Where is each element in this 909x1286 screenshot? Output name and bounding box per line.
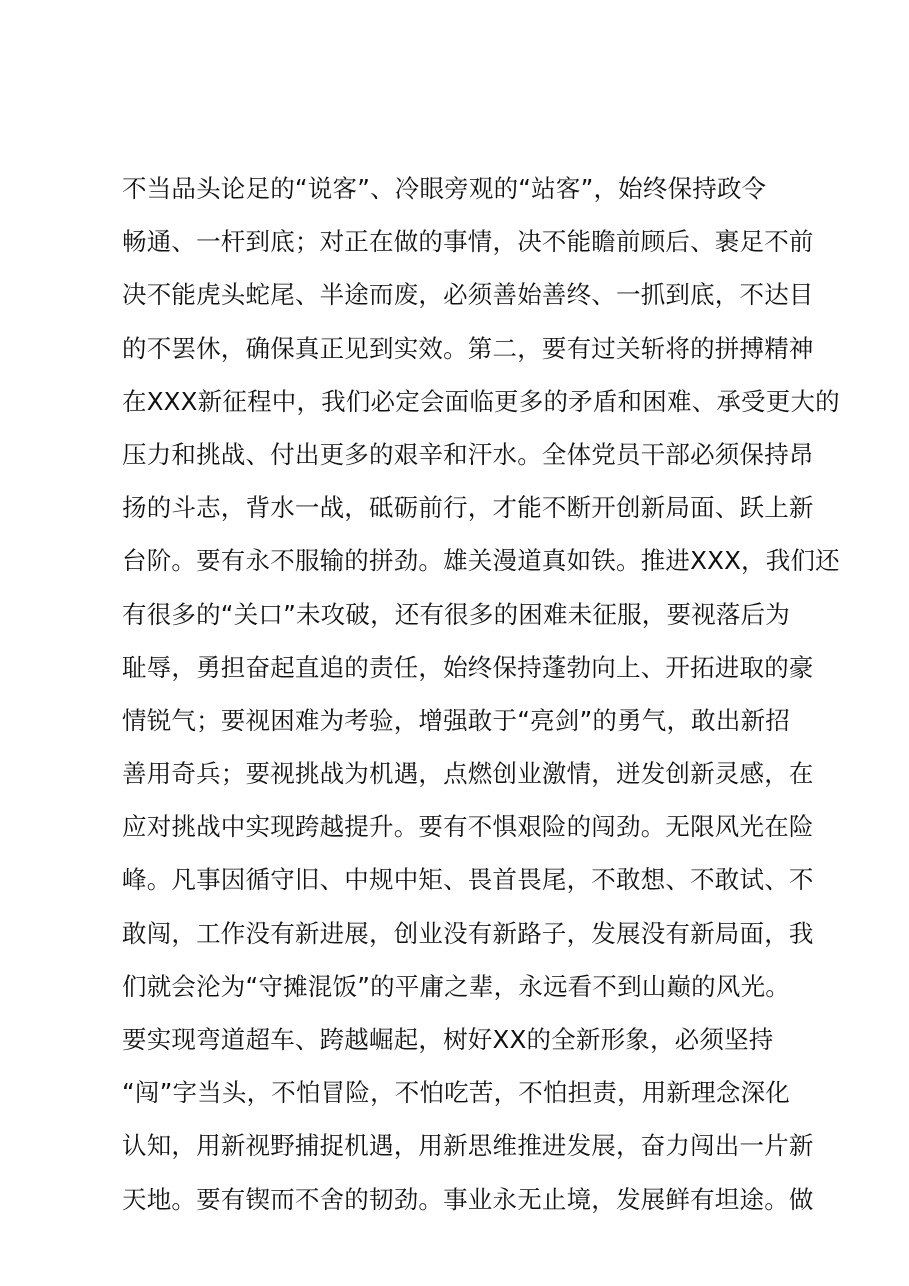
text-line: 认知，用新视野捕捉机遇，用新思维推进发展，奋力闯出一片新 [122,1131,814,1161]
text-line: 台阶。要有永不服输的拼劲。雄关漫道真如铁。推进XXX，我们还 [122,546,840,576]
text-line: 应对挑战中实现跨越提升。要有不惧艰险的闯劲。无限风光在险 [122,812,814,842]
text-line: 峰。凡事因循守旧、中规中矩、畏首畏尾，不敢想、不敢试、不 [122,865,814,895]
text-line: 畅通、一杆到底；对正在做的事情，决不能瞻前顾后、裹足不前 [122,227,814,257]
text-line: 敢闯，工作没有新进展，创业没有新路子，发展没有新局面，我 [122,918,814,948]
text-line: 压力和挑战、付出更多的艰辛和汗水。全体党员干部必须保持昂 [122,439,814,469]
text-line: 决不能虎头蛇尾、半途而废，必须善始善终、一抓到底，不达目 [122,280,814,310]
text-line: 们就会沦为“守摊混饭”的平庸之辈，永远看不到山巅的风光。 [122,971,790,1001]
text-line: 善用奇兵；要视挑战为机遇，点燃创业激情，迸发创新灵感，在 [122,759,814,789]
body-text [122,162,840,1226]
text-line: 不当品头论足的“说客”、冷眼旁观的“站客”，始终保持政令 [122,174,767,203]
text-line: 有很多的“关口”未攻破，还有很多的困难未征服，要视落后为 [122,599,790,629]
text-line: 扬的斗志，背水一战，砥砺前行，才能不断开创新局面、跃上新 [122,493,814,523]
text-line: 的不罢休，确保真正见到实效。第二，要有过关斩将的拼搏精神 [122,333,814,363]
text-line: 情锐气；要视困难为考验，增强敢于“亮剑”的勇气，敢出新招 [122,705,790,735]
text-line: 要实现弯道超车、跨越崛起，树好XX的全新形象，必须坚持 [122,1025,774,1054]
text-line: 天地。要有锲而不舍的韧劲。事业永无止境，发展鲜有坦途。做 [122,1184,814,1214]
text-line: 在XXX新征程中，我们必定会面临更多的矛盾和困难、承受更大的 [122,386,840,416]
text-line: 耻辱，勇担奋起直追的责任，始终保持蓬勃向上、开拓进取的豪 [122,652,814,682]
text-line: “闯”字当头，不怕冒险，不怕吃苦，不怕担责，用新理念深化 [122,1078,790,1108]
